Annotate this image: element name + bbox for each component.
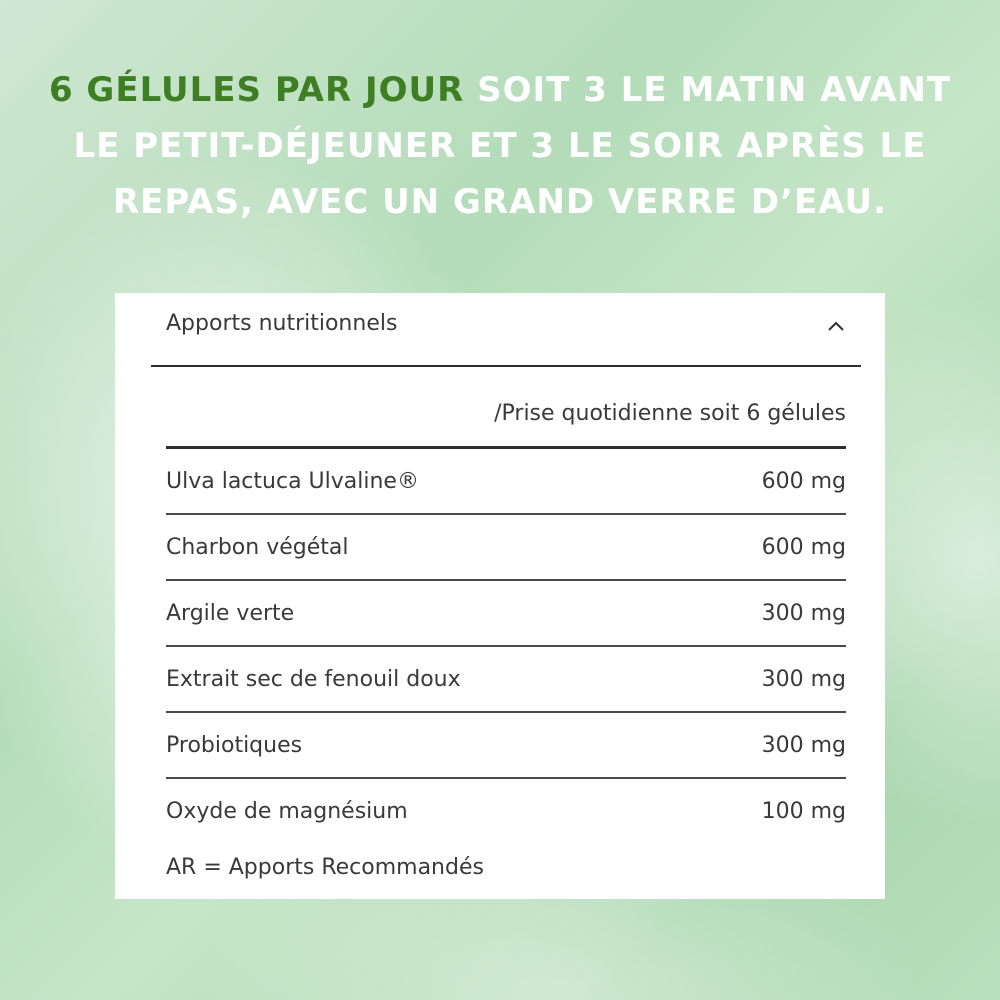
ingredient-name: Charbon végétal [166, 534, 349, 560]
table-row [166, 449, 846, 515]
column-header-label: /Prise quotidienne soit 6 gélules [494, 401, 846, 426]
panel-title: Apports nutritionnels [166, 311, 398, 336]
table-row [166, 779, 846, 843]
ingredient-amount: 600 mg [761, 534, 846, 560]
column-header [166, 396, 846, 449]
ingredient-name: Extrait sec de fenouil doux [166, 666, 461, 692]
ingredient-name: Argile verte [166, 600, 295, 626]
footnote: AR = Apports Recommandés [166, 855, 484, 880]
headline [40, 62, 960, 230]
ingredient-amount: 300 mg [761, 666, 846, 692]
ingredient-amount: 600 mg [761, 468, 846, 494]
nutrition-table [166, 449, 846, 843]
ingredient-name: Ulva lactuca Ulvaline® [166, 468, 419, 494]
ingredient-amount: 100 mg [761, 798, 846, 824]
table-row [166, 713, 846, 779]
headline-text: SOIT 3 LE MATIN AVANT LE PETIT-DÉJEUNER ET 3 LE SOIR APRÈS LE REPAS, AVEC UN GRAND VERRE D’EAU. [73, 70, 952, 222]
nutrition-panel [115, 293, 885, 899]
accordion-header[interactable] [151, 293, 861, 367]
ingredient-amount: 300 mg [761, 600, 846, 626]
headline-highlight: 6 GÉLULES PAR JOUR [48, 70, 465, 110]
chevron-up-icon[interactable] [825, 315, 847, 337]
ingredient-name: Oxyde de magnésium [166, 798, 408, 824]
table-row [166, 647, 846, 713]
ingredient-amount: 300 mg [761, 732, 846, 758]
table-row [166, 515, 846, 581]
ingredient-name: Probiotiques [166, 732, 303, 758]
table-row [166, 581, 846, 647]
